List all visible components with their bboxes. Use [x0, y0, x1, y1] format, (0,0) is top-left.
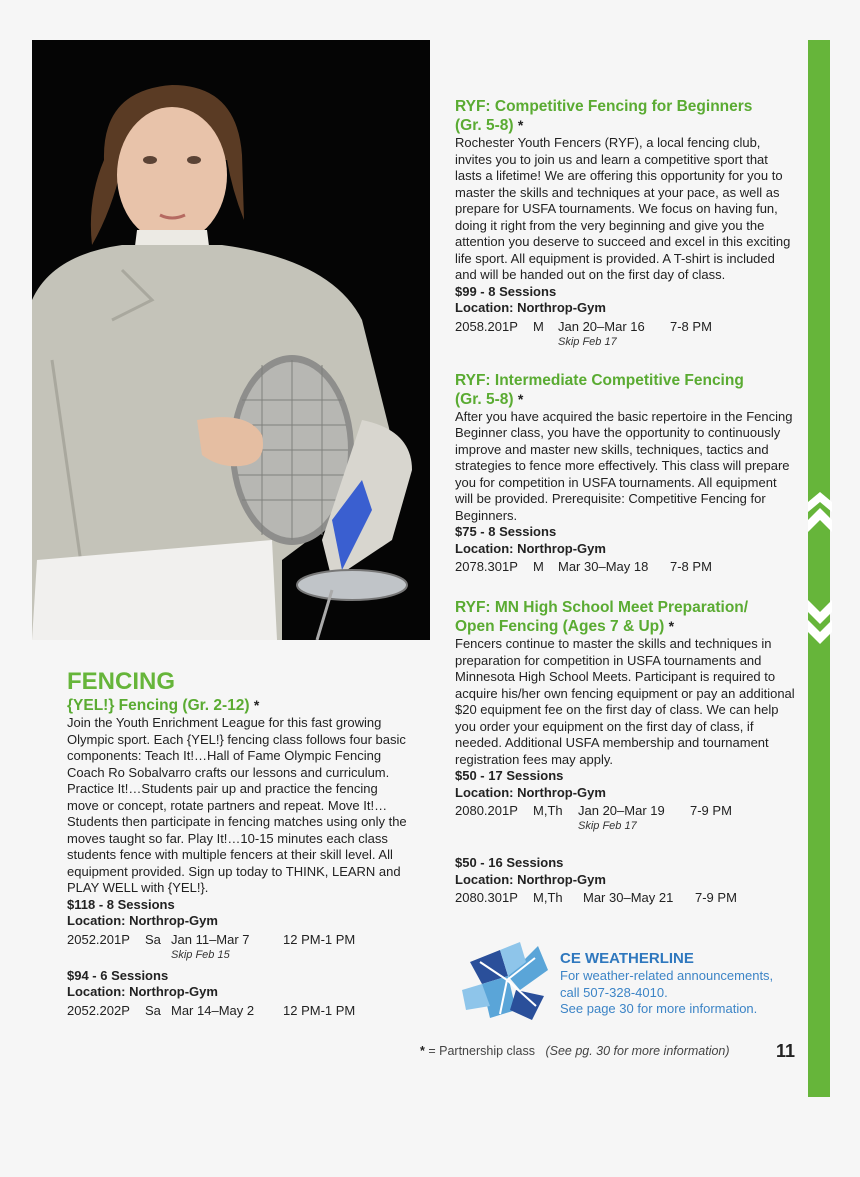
- schedule-row: [455, 558, 795, 576]
- time: 7-9 PM: [695, 890, 737, 905]
- location: Location: Northrop-Gym: [455, 784, 606, 800]
- ryf-intermediate-course: [455, 371, 795, 577]
- weatherline-phone: call 507-328-4010.: [560, 984, 668, 1000]
- course-title: [67, 696, 412, 715]
- time: 12 PM-1 PM: [283, 931, 356, 947]
- skip-note: Skip Feb 17: [578, 820, 637, 832]
- course-code: 2052.201P: [67, 931, 130, 947]
- price: $50 - 17 Sessions: [455, 768, 564, 783]
- skip-note: Skip Feb 15: [171, 948, 230, 961]
- fencer-illustration: [32, 40, 430, 640]
- course-description: Rochester Youth Fencers (RYF), a local fencing club, invites you to join us and learn a competitive sport that lasts a lifetime! We are offering this opportunity for you to master the skills and techniques at your pace, as well as prepare for USFA tournaments. We focus on having fun, doing it right from the very beginning and give you the attention you deserve to succeed and excel in this exciting life sport. All equipment is provided. A T-shirt is included and will be handed out on the first day of class.: [455, 135, 791, 282]
- course-title: [455, 97, 795, 135]
- partnership-star: *: [668, 618, 675, 634]
- location: Location: Northrop-Gym: [455, 540, 606, 556]
- partnership-star: *: [517, 117, 524, 133]
- fencer-photo: [32, 40, 430, 640]
- weatherline-title: CE WEATHERLINE: [560, 950, 694, 967]
- dates: Jan 11–Mar 7: [171, 931, 250, 947]
- weatherline-box: [460, 940, 800, 1025]
- skip-note: Skip Feb 17: [558, 335, 617, 348]
- day: Sa: [145, 931, 161, 947]
- schedule-row: [455, 318, 795, 336]
- course-description: After you have acquired the basic repertoire in the Fencing Beginner class, you have the opportunity to continuously improve and master new skills, techniques, tactics and strategies to fence more effectively. This class will prepare you for competition in USFA tournaments. All equipment will be provided. Prerequisite: Competitive Fencing for Beginners.: [455, 408, 793, 523]
- location: Location: Northrop-Gym: [67, 913, 218, 928]
- page-number: 11: [775, 1041, 795, 1061]
- course-title-text: {YEL!} Fencing (Gr. 2-12): [67, 697, 250, 714]
- course-code: 2080.201P: [455, 803, 518, 818]
- time: 7-8 PM: [670, 318, 712, 334]
- day: M,Th: [533, 890, 563, 905]
- weatherline-line: See page 30 for more information.: [560, 1001, 758, 1016]
- footer-star: *: [420, 1044, 425, 1058]
- footer-note: (See pg. 30 for more information): [545, 1044, 730, 1058]
- course-code: 2080.301P: [455, 890, 518, 905]
- day: M,Th: [533, 803, 563, 818]
- dates: Jan 20–Mar 19: [578, 803, 665, 818]
- offering: [67, 968, 412, 1020]
- location: Location: Northrop-Gym: [455, 300, 606, 315]
- course-code: 2052.202P: [67, 1002, 130, 1018]
- weatherline-text: [560, 950, 805, 1018]
- price: $99 - 8 Sessions: [455, 283, 557, 299]
- price: $94 - 6 Sessions: [67, 967, 169, 983]
- snowflake-icon: [460, 940, 554, 1024]
- day: Sa: [145, 1002, 161, 1018]
- partnership-star: *: [253, 697, 260, 713]
- schedule-row: [67, 931, 412, 949]
- day: M: [533, 318, 544, 334]
- course-title-line1: RYF: MN High School Meet Preparation/: [455, 599, 749, 616]
- schedule-row: [455, 802, 795, 820]
- dates: Mar 14–May 2: [171, 1002, 255, 1018]
- course-description: Fencers continue to master the skills and techniques in preparation for competition in USFA tournaments and Minnesota High School Meets. Participant is required to acquire his/her own fencing equipment or pay an additional $20 equipment fee on the first day of class. We can help you order your equipment on the first day of class, if needed. Additional USFA membership and tournament registration fees may apply.: [455, 636, 795, 767]
- price: $118 - 8 Sessions: [67, 896, 175, 912]
- ryf-highschool-course: [455, 598, 795, 907]
- chevron-decoration: [806, 490, 834, 650]
- price: $50 - 16 Sessions: [455, 855, 564, 870]
- course-code: 2078.301P: [455, 559, 518, 574]
- course-title-line2: Open Fencing (Ages 7 & Up): [455, 618, 665, 635]
- course-title-line2: (Gr. 5-8): [455, 390, 514, 408]
- course-title-line1: RYF: Competitive Fencing for Beginners: [455, 98, 753, 115]
- course-description: Join the Youth Enrichment League for this fast growing Olympic sport. Each {YEL!} fencing class follows four basic components: Teach It!…Hall of Fame Olympic Fencing Coach Ro Sobalvarro crafts our lessons and curriculum. Practice It!…Students pair up and practice the fencing move or concept, rotate partners and repeat. Move It!…Students then participate in fencing matches using only the moves taught so far. Play It!…10-15 minutes each class students fence with multiple fencers at their skill level. All equipment provided. Sign up today to THINK, LEARN and PLAY WELL with {YEL!}.: [67, 715, 407, 895]
- chevron-icon: [806, 490, 834, 650]
- schedule-row: [67, 1002, 412, 1020]
- ryf-beginners-course: [455, 97, 795, 349]
- dates: Jan 20–Mar 16: [558, 318, 645, 334]
- schedule-row: [455, 889, 795, 907]
- course-title: [455, 598, 795, 636]
- course-title: [455, 371, 795, 409]
- offering: [67, 897, 412, 962]
- partnership-star: *: [517, 390, 524, 407]
- course-title-line2: (Gr. 5-8): [455, 117, 514, 134]
- location: Location: Northrop-Gym: [455, 871, 606, 887]
- time: 7-9 PM: [690, 803, 732, 818]
- location: Location: Northrop-Gym: [67, 984, 218, 999]
- dates: Mar 30–May 21: [583, 890, 674, 905]
- fencing-section: [67, 668, 412, 1020]
- dates: Mar 30–May 18: [558, 559, 649, 574]
- price: $75 - 8 Sessions: [455, 524, 557, 539]
- time: 12 PM-1 PM: [283, 1002, 356, 1018]
- section-title: FENCING: [67, 668, 175, 695]
- time: 7-8 PM: [670, 559, 712, 574]
- page-footer: [420, 1041, 795, 1066]
- footer-legend: = Partnership class: [428, 1044, 536, 1058]
- weatherline-line: For weather-related announcements,: [560, 968, 774, 983]
- course-title-line1: RYF: Intermediate Competitive Fencing: [455, 371, 744, 389]
- ryf-courses: [455, 97, 795, 907]
- course-code: 2058.201P: [455, 318, 518, 334]
- day: M: [533, 559, 544, 574]
